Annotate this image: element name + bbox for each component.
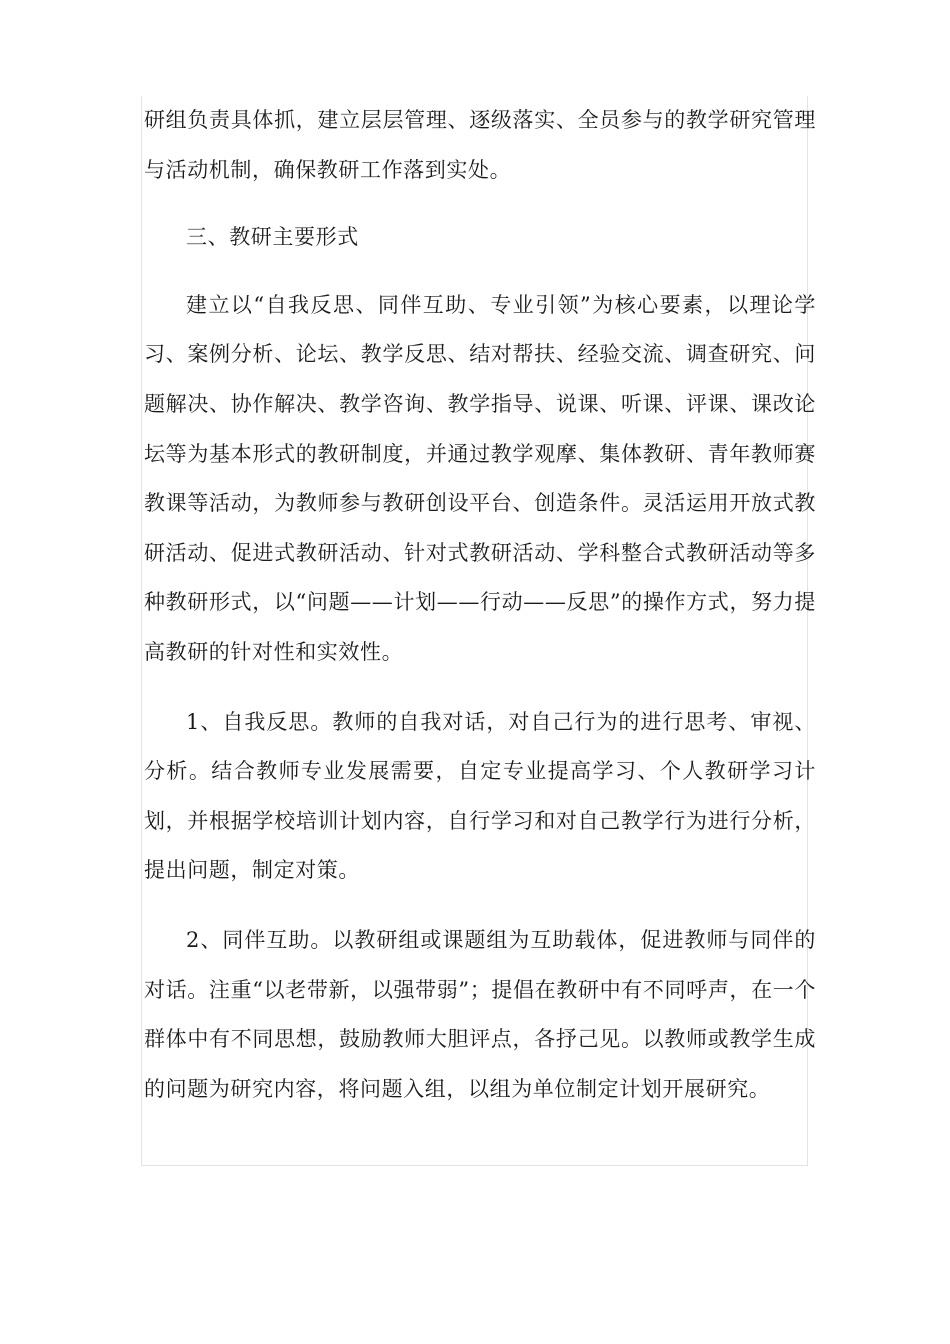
paragraph-continuation: 研组负责具体抓，建立层层管理、逐级落实、全员参与的教学研究管理与活动机制，确保教研工作落到实处。 (144, 108, 816, 182)
document-body (144, 96, 816, 1114)
paragraph-peer-mutual-aid: 2、同伴互助。以教研组或课题组为互助载体，促进教师与同伴的对话。注重“以老带新，以强带弱”；提倡在教研中有不同呼声，在一个群体中有不同思想，鼓励教师大胆评点，各抒己见。以教师或教学生成的问题为研究内容，将问题入组，以组为单位制定计划开展研究。 (144, 927, 816, 1101)
paragraph-forms: 建立以“自我反思、同伴互助、专业引领”为核心要素，以理论学习、案例分析、论坛、教学反思、结对帮扶、经验交流、调查研究、问题解决、协作解决、教学咨询、教学指导、说课、听课、评课、课改论坛等为基本形式的教研制度，并通过教学观摩、集体教研、青年教师赛教课等活动，为教师参与教研创设平台、创造条件。灵活运用开放式教研活动、促进式教研活动、针对式教研活动、学科整合式教研活动等多种教研形式，以“问题——计划——行动——反思”的操作方式，努力提高教研的针对性和实效性。 (144, 292, 816, 664)
section-heading: 三、教研主要形式 (186, 225, 359, 250)
paragraph-self-reflection: 1、自我反思。教师的自我对话，对自己行为的进行思考、审视、分析。结合教师专业发展需要，自定专业提高学习、个人教研学习计划，并根据学校培训计划内容，自行学习和对自己教学行为进行分析，提出问题，制定对策。 (144, 709, 816, 883)
